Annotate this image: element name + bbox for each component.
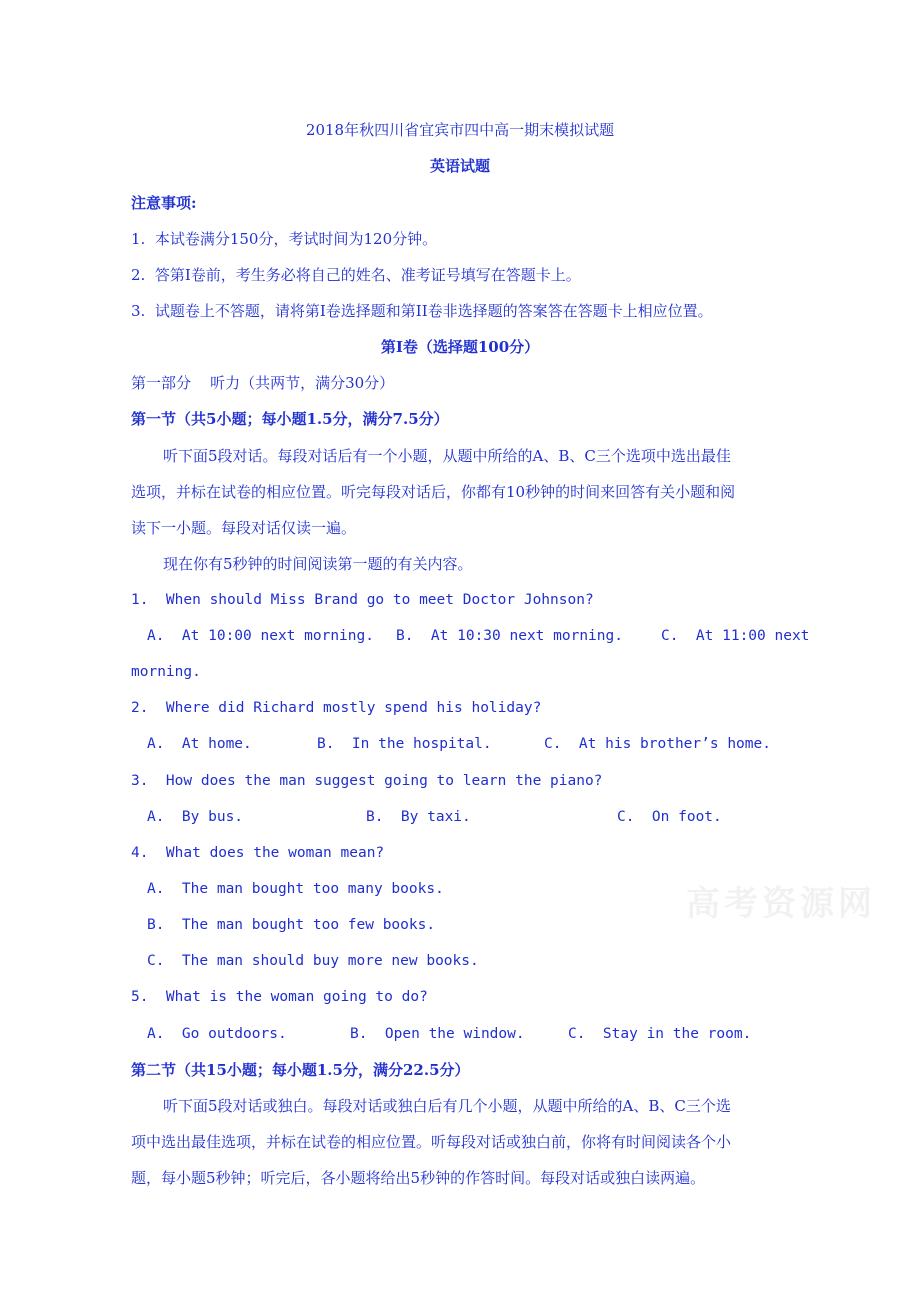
question-stem: 5. What is the woman going to do? — [131, 989, 428, 1005]
question-option: C. At his brother’s home. — [544, 736, 771, 752]
question-option: C. At 11:00 next — [661, 628, 810, 644]
question-option: B. By taxi. — [366, 809, 471, 825]
exam-title: 2018年秋四川省宜宾市四中高一期末模拟试题 — [305, 121, 615, 139]
question-stem: 2. Where did Richard mostly spend his holiday? — [131, 700, 542, 716]
instruction-line: 听下面5段对话或独白。每段对话或独白后有几个小题，从题中所给的A、B、C三个选 — [163, 1097, 731, 1115]
question-option: A. Go outdoors. — [147, 1026, 287, 1042]
question-option: B. Open the window. — [350, 1026, 525, 1042]
question-option: C. Stay in the room. — [568, 1026, 752, 1042]
instruction-line: 题，每小题5秒钟；听完后，各小题将给出5秒钟的作答时间。每段对话或独白读两遍。 — [131, 1169, 706, 1187]
question-option: C. On foot. — [617, 809, 722, 825]
instruction-line: 读下一小题。每段对话仅读一遍。 — [131, 519, 357, 537]
part-heading: 第一部分 听力（共两节，满分30分） — [131, 374, 395, 392]
question-option: B. In the hospital. — [317, 736, 492, 752]
question-option-wrap: morning. — [131, 664, 201, 680]
question-stem: 3. How does the man suggest going to learn the piano? — [131, 773, 603, 789]
notice-item: 2. 答第I卷前，考生务必将自己的姓名、准考证号填写在答题卡上。 — [131, 266, 581, 284]
notice-heading: 注意事项: — [131, 194, 197, 212]
instruction-line: 选项，并标在试卷的相应位置。听完每段对话后，你都有10秒钟的时间来回答有关小题和阅 — [131, 483, 736, 501]
question-option: A. The man bought too many books. — [147, 881, 444, 897]
watermark: 高考资源网 — [686, 884, 876, 924]
subject-title: 英语试题 — [429, 157, 490, 175]
question-option: C. The man should buy more new books. — [147, 953, 479, 969]
question-option: B. At 10:30 next morning. — [396, 628, 623, 644]
question-option: A. At 10:00 next morning. — [147, 628, 374, 644]
section2-heading: 第二节（共15小题；每小题1.5分，满分22.5分） — [131, 1061, 470, 1079]
instruction-line: 听下面5段对话。每段对话后有一个小题，从题中所给的A、B、C三个选项中选出最佳 — [163, 447, 731, 465]
notice-item: 3. 试题卷上不答题，请将第I卷选择题和第II卷非选择题的答案答在答题卡上相应位置。 — [131, 302, 713, 320]
volume-title: 第I卷（选择题100分） — [380, 338, 540, 356]
notice-item: 1. 本试卷满分150分，考试时间为120分钟。 — [131, 230, 438, 248]
question-stem: 1. When should Miss Brand go to meet Doctor Johnson? — [131, 592, 594, 608]
instruction-line: 项中选出最佳选项，并标在试卷的相应位置。听每段对话或独白前，你将有时间阅读各个小 — [131, 1133, 732, 1151]
question-option: A. By bus. — [147, 809, 244, 825]
preview-line: 现在你有5秒钟的时间阅读第一题的有关内容。 — [163, 555, 473, 573]
question-stem: 4. What does the woman mean? — [131, 845, 385, 861]
section1-heading: 第一节（共5小题；每小题1.5分，满分7.5分） — [131, 410, 449, 428]
question-option: A. At home. — [147, 736, 252, 752]
question-option: B. The man bought too few books. — [147, 917, 436, 933]
